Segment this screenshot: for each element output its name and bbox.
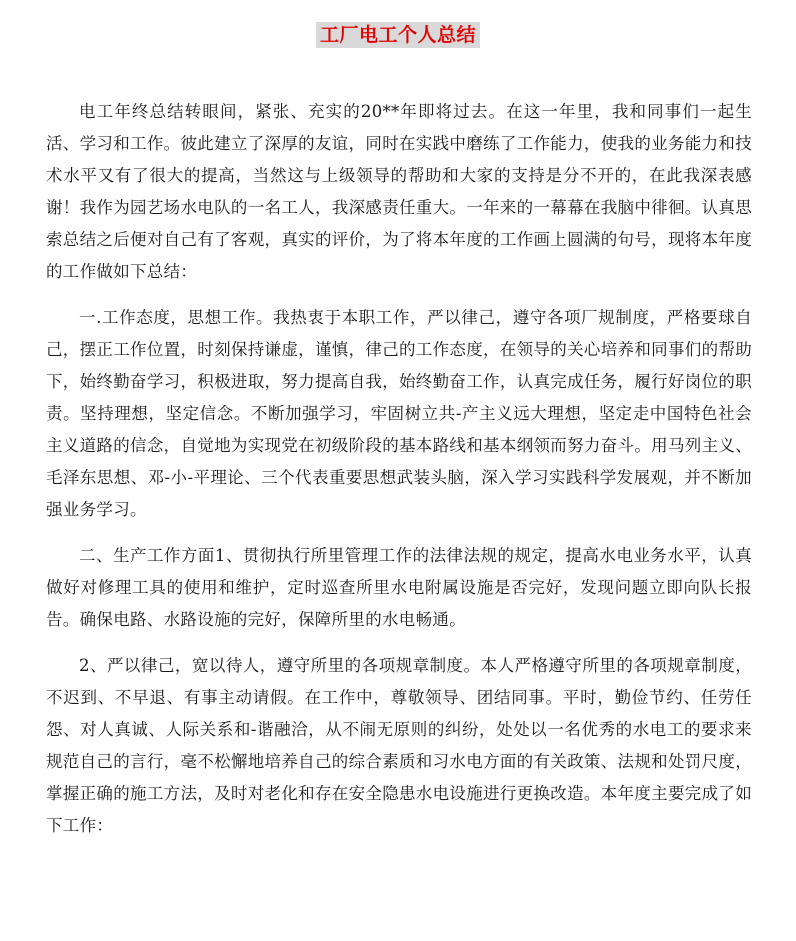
- paragraph-production-work: 二、生产工作方面1、贯彻执行所里管理工作的法律法规的规定，提高水电业务水平，认真做好对修理工具的使用和维护，定时巡查所里水电附属设施是否完好，发现问题立即向队长报告。确保电路、水路设施的完好，保障所里的水电畅通。: [46, 546, 752, 629]
- document-body: [46, 96, 752, 842]
- document-title: 工厂电工个人总结: [316, 22, 480, 48]
- paragraph-intro: 电工年终总结转眼间，紧张、充实的20**年即将过去。在这一年里，我和同事们一起生活、学习和工作。彼此建立了深厚的友谊，同时在实践中磨练了工作能力，使我的业务能力和技术水平又有了很大的提高，当然这与上级领导的帮助和大家的支持是分不开的，在此我深表感谢！我作为园艺场水电队的一名工人，我深感责任重大。一年来的一幕幕在我脑中徘徊。认真思索总结之后便对自己有了客观，真实的评价，为了将本年度的工作画上圆满的句号，现将本年度的工作做如下总结：: [46, 102, 752, 281]
- title-container: [0, 22, 796, 48]
- paragraph-work-attitude: 一.工作态度，思想工作。我热衷于本职工作，严以律己，遵守各项厂规制度，严格要球自己，摆正工作位置，时刻保持谦虚，谨慎，律己的工作态度，在领导的关心培养和同事们的帮助下，始终勤奋学习，积极进取，努力提高自我，始终勤奋工作，认真完成任务，履行好岗位的职责。坚持理想，坚定信念。不断加强学习，牢固树立共-产主义远大理想，坚定走中国特色社会主义道路的信念，自觉地为实现党在初级阶段的基本路线和基本纲领而努力奋斗。用马列主义、毛泽东思想、邓-小-平理论、三个代表重要思想武装头脑，深入学习实践科学发展观，并不断加强业务学习。: [46, 308, 752, 519]
- paragraph-discipline: 2、严以律己，宽以待人，遵守所里的各项规章制度。本人严格遵守所里的各项规章制度，不迟到、不早退、有事主动请假。在工作中，尊敬领导、团结同事。平时，勤俭节约、任劳任怨、对人真诚、人际关系和-谐融洽，从不闹无原则的纠纷，处处以一名优秀的水电工的要求来规范自己的言行，毫不松懈地培养自己的综合素质和习水电方面的有关政策、法规和处罚尺度，掌握正确的施工方法，及时对老化和存在安全隐患水电设施进行更换改造。本年度主要完成了如下工作：: [46, 656, 752, 835]
